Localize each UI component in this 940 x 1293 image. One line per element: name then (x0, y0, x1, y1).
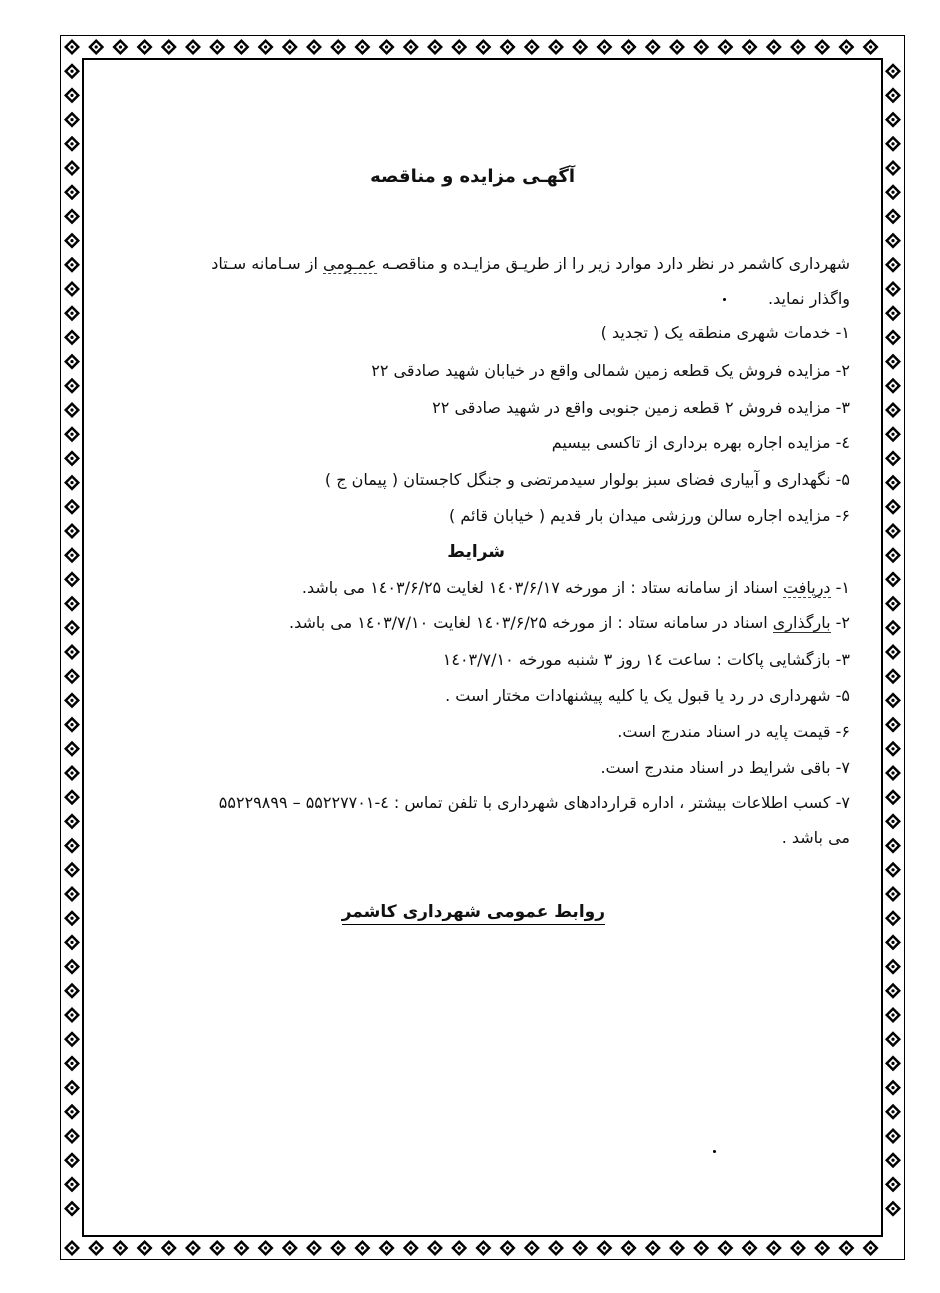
notice-frame (82, 58, 883, 1237)
border-diamond-ornament (885, 1104, 901, 1120)
border-diamond-ornament (863, 39, 879, 55)
border-diamond-ornament (64, 862, 80, 878)
border-diamond-ornament (185, 39, 201, 55)
condition-1-text: اسناد از سامانه ستاد : از مورخه ۱٤۰۳/۶/۱۷ لغایت ۱٤۰۳/۶/۲۵ می باشد. (301, 578, 783, 597)
condition-3: ۳- بازگشایی پاکات : ساعت ۱٤ روز ۳ شنبه مورخه ۱٤۰۳/۷/۱۰ (442, 650, 850, 669)
border-diamond-ornament (814, 39, 830, 55)
border-diamond-ornament (64, 838, 80, 854)
condition-2-number: ۲- (830, 613, 850, 632)
border-diamond-ornament (885, 741, 901, 757)
border-diamond-ornament (64, 596, 80, 612)
border-diamond-ornament (64, 1031, 80, 1047)
border-diamond-ornament (475, 39, 491, 55)
border-diamond-ornament (669, 1240, 685, 1256)
border-diamond-ornament (885, 305, 901, 321)
border-diamond-ornament (885, 1007, 901, 1023)
border-diamond-ornament (885, 620, 901, 636)
condition-7-continued: می باشد . (781, 828, 850, 847)
border-diamond-ornament (64, 692, 80, 708)
border-diamond-ornament (885, 547, 901, 563)
border-diamond-ornament (64, 208, 80, 224)
border-diamond-ornament (137, 1240, 153, 1256)
border-diamond-ornament (548, 1240, 564, 1256)
border-diamond-ornament (885, 450, 901, 466)
border-diamond-ornament (596, 39, 612, 55)
border-diamond-ornament (885, 208, 901, 224)
border-diamond-ornament (693, 1240, 709, 1256)
condition-2 (289, 613, 850, 632)
border-diamond-ornament (112, 39, 128, 55)
border-diamond-ornament (885, 789, 901, 805)
border-diamond-ornament (233, 39, 249, 55)
border-diamond-ornament (64, 1104, 80, 1120)
border-diamond-ornament (885, 692, 901, 708)
border-diamond-ornament (64, 39, 80, 55)
border-diamond-ornament (64, 281, 80, 297)
border-diamond-ornament (885, 644, 901, 660)
border-diamond-ornament (427, 39, 443, 55)
border-diamond-ornament (64, 184, 80, 200)
border-diamond-ornament (64, 475, 80, 491)
border-diamond-ornament (838, 1240, 854, 1256)
border-diamond-ornament (885, 257, 901, 273)
border-diamond-ornament (645, 1240, 661, 1256)
intro-text-end: از سـامانه سـتاد (211, 254, 324, 273)
border-diamond-ornament (64, 1176, 80, 1192)
border-diamond-ornament (64, 1152, 80, 1168)
footer-signature: روابط عمومی شهرداری کاشمر (342, 902, 605, 925)
border-diamond-ornament (64, 499, 80, 515)
border-diamond-ornament (596, 1240, 612, 1256)
notice-item-6: ۶- مزایده اجاره سالن ورزشی میدان بار قدیم ( خیابان قائم ) (449, 506, 850, 525)
border-diamond-ornament (64, 233, 80, 249)
condition-5: ۶- قیمت پایه در اسناد مندرج است. (617, 722, 850, 741)
border-diamond-ornament (838, 39, 854, 55)
condition-6: ۷- باقی شرایط در اسناد مندرج است. (600, 758, 850, 777)
border-diamond-ornament (137, 39, 153, 55)
border-diamond-ornament (64, 765, 80, 781)
condition-1 (302, 578, 850, 597)
border-diamond-ornament (885, 983, 901, 999)
border-diamond-ornament (427, 1240, 443, 1256)
border-diamond-ornament (64, 717, 80, 733)
border-diamond-ornament (209, 39, 225, 55)
border-diamond-ornament (885, 499, 901, 515)
border-diamond-ornament (863, 1240, 879, 1256)
border-diamond-ornament (524, 39, 540, 55)
border-diamond-ornament (64, 136, 80, 152)
border-diamond-ornament (258, 39, 274, 55)
border-diamond-ornament (885, 136, 901, 152)
border-diamond-ornament (645, 39, 661, 55)
stray-mark-dot-bottom (713, 1150, 716, 1153)
border-diamond-ornament (112, 1240, 128, 1256)
border-diamond-ornament (64, 1007, 80, 1023)
border-diamond-ornament (885, 1055, 901, 1071)
border-diamond-ornament (185, 1240, 201, 1256)
border-diamond-ornament (64, 402, 80, 418)
border-diamond-ornament (766, 1240, 782, 1256)
border-diamond-ornament (548, 39, 564, 55)
border-diamond-ornament (64, 741, 80, 757)
notice-intro-line2: واگذار نماید. (768, 289, 850, 308)
border-diamond-ornament (379, 39, 395, 55)
border-diamond-ornament (885, 426, 901, 442)
border-diamond-ornament (403, 1240, 419, 1256)
border-diamond-ornament (64, 1201, 80, 1217)
border-diamond-ornament (885, 934, 901, 950)
border-diamond-ornament (885, 329, 901, 345)
condition-1-number: ۱- (830, 578, 850, 597)
border-diamond-ornament (885, 1080, 901, 1096)
notice-item-3: ۳- مزایده فروش ۲ قطعه زمین جنوبی واقع در شهید صادقی ۲۲ (432, 398, 850, 417)
border-diamond-ornament (64, 257, 80, 273)
border-diamond-ornament (64, 426, 80, 442)
border-diamond-ornament (88, 39, 104, 55)
border-diamond-ornament (161, 39, 177, 55)
border-diamond-ornament (64, 378, 80, 394)
border-diamond-ornament (717, 39, 733, 55)
border-diamond-ornament (451, 1240, 467, 1256)
notice-title: آگهـی مزایده و مناقصه (370, 166, 575, 187)
border-diamond-ornament (885, 233, 901, 249)
border-diamond-ornament (885, 354, 901, 370)
border-diamond-ornament (500, 39, 516, 55)
border-diamond-ornament (64, 571, 80, 587)
notice-item-5: ۵- نگهداری و آبیاری فضای سبز بولوار سیدمرتضی و جنگل کاجستان ( پیمان ج ) (324, 470, 850, 489)
border-diamond-ornament (885, 862, 901, 878)
border-diamond-ornament (451, 39, 467, 55)
border-diamond-ornament (64, 523, 80, 539)
border-diamond-ornament (742, 1240, 758, 1256)
border-diamond-ornament (475, 1240, 491, 1256)
condition-2-text: اسناد در سامانه ستاد : از مورخه ۱٤۰۳/۶/۲۵ لغایت ۱٤۰۳/۷/۱۰ می باشد. (288, 613, 773, 632)
border-diamond-ornament (885, 402, 901, 418)
border-diamond-ornament (64, 112, 80, 128)
border-diamond-ornament (306, 39, 322, 55)
border-diamond-ornament (64, 934, 80, 950)
notice-item-4: ٤- مزایده اجاره بهره برداری از تاکسی بیسیم (551, 433, 850, 452)
border-diamond-ornament (621, 1240, 637, 1256)
border-diamond-ornament (161, 1240, 177, 1256)
border-diamond-ornament (885, 765, 901, 781)
border-diamond-ornament (64, 547, 80, 563)
border-diamond-ornament (64, 63, 80, 79)
border-diamond-ornament (885, 281, 901, 297)
border-diamond-ornament (885, 910, 901, 926)
border-diamond-ornament (233, 1240, 249, 1256)
border-diamond-ornament (885, 1128, 901, 1144)
condition-4: ۵- شهرداری در رد یا قبول یک یا کلیه پیشنهادات مختار است . (445, 686, 850, 705)
border-diamond-ornament (64, 1055, 80, 1071)
border-diamond-ornament (354, 1240, 370, 1256)
border-diamond-ornament (64, 354, 80, 370)
border-diamond-ornament (693, 39, 709, 55)
border-diamond-ornament (885, 1152, 901, 1168)
border-diamond-ornament (88, 1240, 104, 1256)
border-diamond-ornament (885, 717, 901, 733)
border-diamond-ornament (64, 668, 80, 684)
border-diamond-ornament (64, 87, 80, 103)
border-diamond-ornament (885, 523, 901, 539)
border-diamond-ornament (885, 87, 901, 103)
stray-mark-dot (723, 298, 726, 301)
border-diamond-ornament (64, 329, 80, 345)
border-diamond-ornament (885, 475, 901, 491)
border-diamond-ornament (572, 39, 588, 55)
border-diamond-ornament (885, 838, 901, 854)
border-diamond-ornament (790, 1240, 806, 1256)
border-diamond-ornament (282, 39, 298, 55)
border-diamond-ornament (64, 620, 80, 636)
border-diamond-ornament (209, 1240, 225, 1256)
border-diamond-ornament (885, 596, 901, 612)
border-diamond-ornament (64, 983, 80, 999)
notice-intro (211, 254, 850, 273)
border-diamond-ornament (885, 184, 901, 200)
border-diamond-ornament (885, 378, 901, 394)
border-diamond-ornament (64, 160, 80, 176)
border-diamond-ornament (64, 1128, 80, 1144)
border-diamond-ornament (64, 450, 80, 466)
border-diamond-ornament (282, 1240, 298, 1256)
condition-1-underlined: دریافت (783, 578, 831, 597)
border-diamond-ornament (572, 1240, 588, 1256)
border-diamond-ornament (500, 1240, 516, 1256)
border-diamond-ornament (64, 886, 80, 902)
border-diamond-ornament (717, 1240, 733, 1256)
border-diamond-ornament (64, 959, 80, 975)
notice-item-1: ۱- خدمات شهری منطقه یک ( تجدید ) (600, 323, 850, 342)
border-diamond-ornament (885, 571, 901, 587)
border-diamond-ornament (885, 813, 901, 829)
border-diamond-ornament (306, 1240, 322, 1256)
condition-2-underlined: بارگذاری (772, 613, 831, 632)
border-diamond-ornament (742, 39, 758, 55)
condition-7: ۷- کسب اطلاعات بیشتر ، اداره قراردادهای شهرداری با تلفن تماس : ٤-۵۵۲۲۷۷۰۱ – ۵۵۲۲۹۸۹۹ (218, 793, 850, 812)
border-diamond-ornament (669, 39, 685, 55)
border-diamond-ornament (64, 305, 80, 321)
border-diamond-ornament (885, 63, 901, 79)
border-diamond-ornament (258, 1240, 274, 1256)
border-diamond-ornament (885, 959, 901, 975)
border-diamond-ornament (766, 39, 782, 55)
border-diamond-ornament (403, 39, 419, 55)
border-diamond-ornament (64, 789, 80, 805)
border-diamond-ornament (64, 813, 80, 829)
border-diamond-ornament (814, 1240, 830, 1256)
border-diamond-ornament (885, 886, 901, 902)
border-diamond-ornament (885, 668, 901, 684)
border-diamond-ornament (379, 1240, 395, 1256)
border-diamond-ornament (885, 1201, 901, 1217)
border-diamond-ornament (354, 39, 370, 55)
border-diamond-ornament (64, 644, 80, 660)
notice-item-2: ۲- مزایده فروش یک قطعه زمین شمالی واقع در خیابان شهید صادقی ۲۲ (371, 361, 850, 380)
border-diamond-ornament (885, 112, 901, 128)
border-diamond-ornament (64, 910, 80, 926)
border-diamond-ornament (790, 39, 806, 55)
intro-underlined-word: عمـومی (323, 254, 377, 273)
border-diamond-ornament (64, 1240, 80, 1256)
border-diamond-ornament (64, 1080, 80, 1096)
border-diamond-ornament (885, 160, 901, 176)
border-diamond-ornament (885, 1031, 901, 1047)
conditions-title: شرایط (447, 542, 505, 562)
intro-text-start: شهرداری کاشمر در نظر دارد موارد زیر را از طریـق مزایـده و مناقصـه (376, 254, 850, 273)
border-diamond-ornament (621, 39, 637, 55)
border-diamond-ornament (524, 1240, 540, 1256)
border-diamond-ornament (885, 1176, 901, 1192)
border-diamond-ornament (330, 1240, 346, 1256)
border-diamond-ornament (330, 39, 346, 55)
